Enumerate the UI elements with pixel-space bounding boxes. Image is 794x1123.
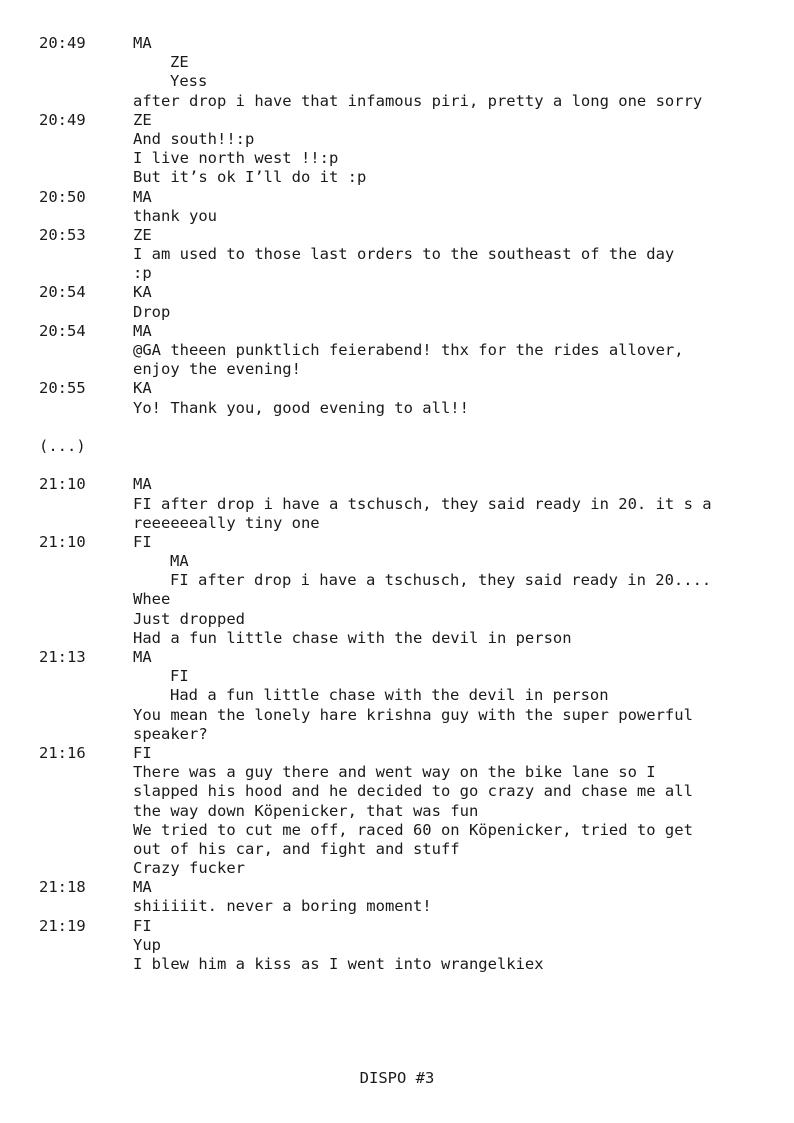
message-sender: KA: [133, 379, 152, 398]
message-line: [0, 188, 794, 207]
omission-marker: [0, 437, 794, 456]
message-timestamp: 20:54: [39, 283, 86, 302]
message-sender: MA: [133, 187, 152, 206]
message-text: thank you: [133, 206, 217, 225]
message-line: [0, 590, 794, 609]
message: [0, 188, 794, 226]
quoted-text: Had a fun little chase with the devil in person: [170, 686, 609, 705]
message-text: Yup: [133, 935, 161, 954]
message-text: after drop i have that infamous piri, pretty a long one sorry: [133, 91, 703, 110]
chat-log: [0, 34, 794, 974]
message-line: [0, 878, 794, 897]
message: [0, 475, 794, 533]
message-line: [0, 571, 794, 590]
message: [0, 322, 794, 380]
message-line: [0, 322, 794, 341]
message-timestamp: 20:54: [39, 321, 86, 340]
message-line: [0, 897, 794, 916]
message-text: FI after drop i have a tschusch, they said ready in 20. it s a: [133, 494, 712, 513]
message-line: [0, 303, 794, 322]
message-timestamp: 20:49: [39, 110, 86, 129]
message-text: speaker?: [133, 724, 208, 743]
message-line: [0, 648, 794, 667]
message: [0, 648, 794, 744]
message-line: [0, 859, 794, 878]
message-timestamp: 21:13: [39, 648, 86, 666]
spacer: [0, 456, 794, 475]
message-text: the way down Köpenicker, that was fun: [133, 801, 479, 820]
message-text: Whee: [133, 590, 171, 609]
message-timestamp: 21:10: [39, 475, 86, 494]
message-line: [0, 782, 794, 801]
message-line: [0, 840, 794, 859]
message-line: [0, 226, 794, 245]
message-text: I blew him a kiss as I went into wrangelkiex: [133, 955, 544, 973]
message-line: [0, 667, 794, 686]
message-line: [0, 802, 794, 821]
message-line: [0, 264, 794, 283]
message-sender: FI: [133, 532, 152, 551]
message-line: [0, 399, 794, 418]
message-sender: MA: [133, 321, 152, 340]
message: [0, 111, 794, 188]
message-line: [0, 360, 794, 379]
message-line: [0, 725, 794, 744]
message-text: You mean the lonely hare krishna guy with the super powerful: [133, 705, 693, 724]
message-line: [0, 936, 794, 955]
message-sender: ZE: [133, 225, 152, 244]
message: [0, 744, 794, 878]
message-text: Drop: [133, 302, 171, 321]
page-footer: DISPO #3: [359, 1069, 435, 1087]
message-sender: MA: [133, 878, 152, 897]
message-text: Crazy fucker: [133, 859, 245, 878]
message-line: [0, 72, 794, 91]
message-text: Just dropped: [133, 609, 245, 628]
message-line: [0, 955, 794, 974]
message-sender: MA: [133, 648, 152, 666]
message-text: :p: [133, 264, 152, 283]
omission-text: (...): [39, 436, 86, 455]
message-timestamp: 20:53: [39, 225, 86, 244]
message-sender: FI: [133, 916, 152, 935]
message-timestamp: 20:55: [39, 379, 86, 398]
message-text: I am used to those last orders to the southeast of the day: [133, 245, 675, 264]
quoted-text: MA: [170, 552, 189, 571]
message-line: [0, 629, 794, 648]
message-sender: KA: [133, 283, 152, 302]
message-text: Had a fun little chase with the devil in person: [133, 628, 572, 647]
message-line: [0, 514, 794, 533]
message-line: [0, 763, 794, 782]
quoted-text: Yess: [170, 72, 208, 91]
message: [0, 533, 794, 648]
message: [0, 283, 794, 321]
message: [0, 226, 794, 284]
message-line: [0, 533, 794, 552]
message-line: [0, 475, 794, 494]
message-text: Yo! Thank you, good evening to all!!: [133, 398, 469, 417]
message-line: [0, 341, 794, 360]
message-timestamp: 21:10: [39, 532, 86, 551]
message-timestamp: 20:49: [39, 34, 86, 52]
message-text: reeeeeeally tiny one: [133, 513, 320, 532]
message-text: And south!!:p: [133, 129, 255, 148]
message-text: out of his car, and fight and stuff: [133, 839, 460, 858]
message-line: [0, 495, 794, 514]
message-timestamp: 21:19: [39, 916, 86, 935]
message-line: [0, 53, 794, 72]
message-text: enjoy the evening!: [133, 360, 301, 379]
quoted-text: FI: [170, 667, 189, 686]
message-sender: ZE: [133, 110, 152, 129]
message-line: [0, 686, 794, 705]
message-text: slapped his hood and he decided to go crazy and chase me all: [133, 782, 693, 801]
message-line: [0, 283, 794, 302]
message-line: [0, 168, 794, 187]
message-line: [0, 379, 794, 398]
quoted-text: FI after drop i have a tschusch, they said ready in 20....: [170, 571, 712, 590]
message-line: [0, 706, 794, 725]
message-sender: FI: [133, 743, 152, 762]
message-line: [0, 92, 794, 111]
message-timestamp: 21:16: [39, 743, 86, 762]
message-line: [0, 111, 794, 130]
message-line: [0, 552, 794, 571]
message-line: [0, 149, 794, 168]
message-line: [0, 917, 794, 936]
message-line: [0, 821, 794, 840]
message-text: There was a guy there and went way on the bike lane so I: [133, 763, 656, 782]
message-timestamp: 21:18: [39, 878, 86, 897]
message-line: [0, 207, 794, 226]
message-line: [0, 245, 794, 264]
message-line: [0, 130, 794, 149]
message-text: We tried to cut me off, raced 60 on Köpenicker, tried to get: [133, 820, 693, 839]
message-line: [0, 34, 794, 53]
message: [0, 917, 794, 975]
message-line: [0, 610, 794, 629]
message: [0, 878, 794, 916]
message-text: shiiiiit. never a boring moment!: [133, 897, 432, 916]
message-sender: MA: [133, 475, 152, 494]
message-line: [0, 744, 794, 763]
spacer: [0, 418, 794, 437]
message-text: I live north west !!:p: [133, 149, 339, 168]
message-text: @GA theeen punktlich feierabend! thx for the rides allover,: [133, 341, 684, 359]
message: [0, 379, 794, 417]
message-text: But it’s ok I’ll do it :p: [133, 168, 367, 187]
message-timestamp: 20:50: [39, 187, 86, 206]
message-sender: MA: [133, 34, 152, 52]
message: [0, 34, 794, 111]
quoted-text: ZE: [170, 53, 189, 72]
